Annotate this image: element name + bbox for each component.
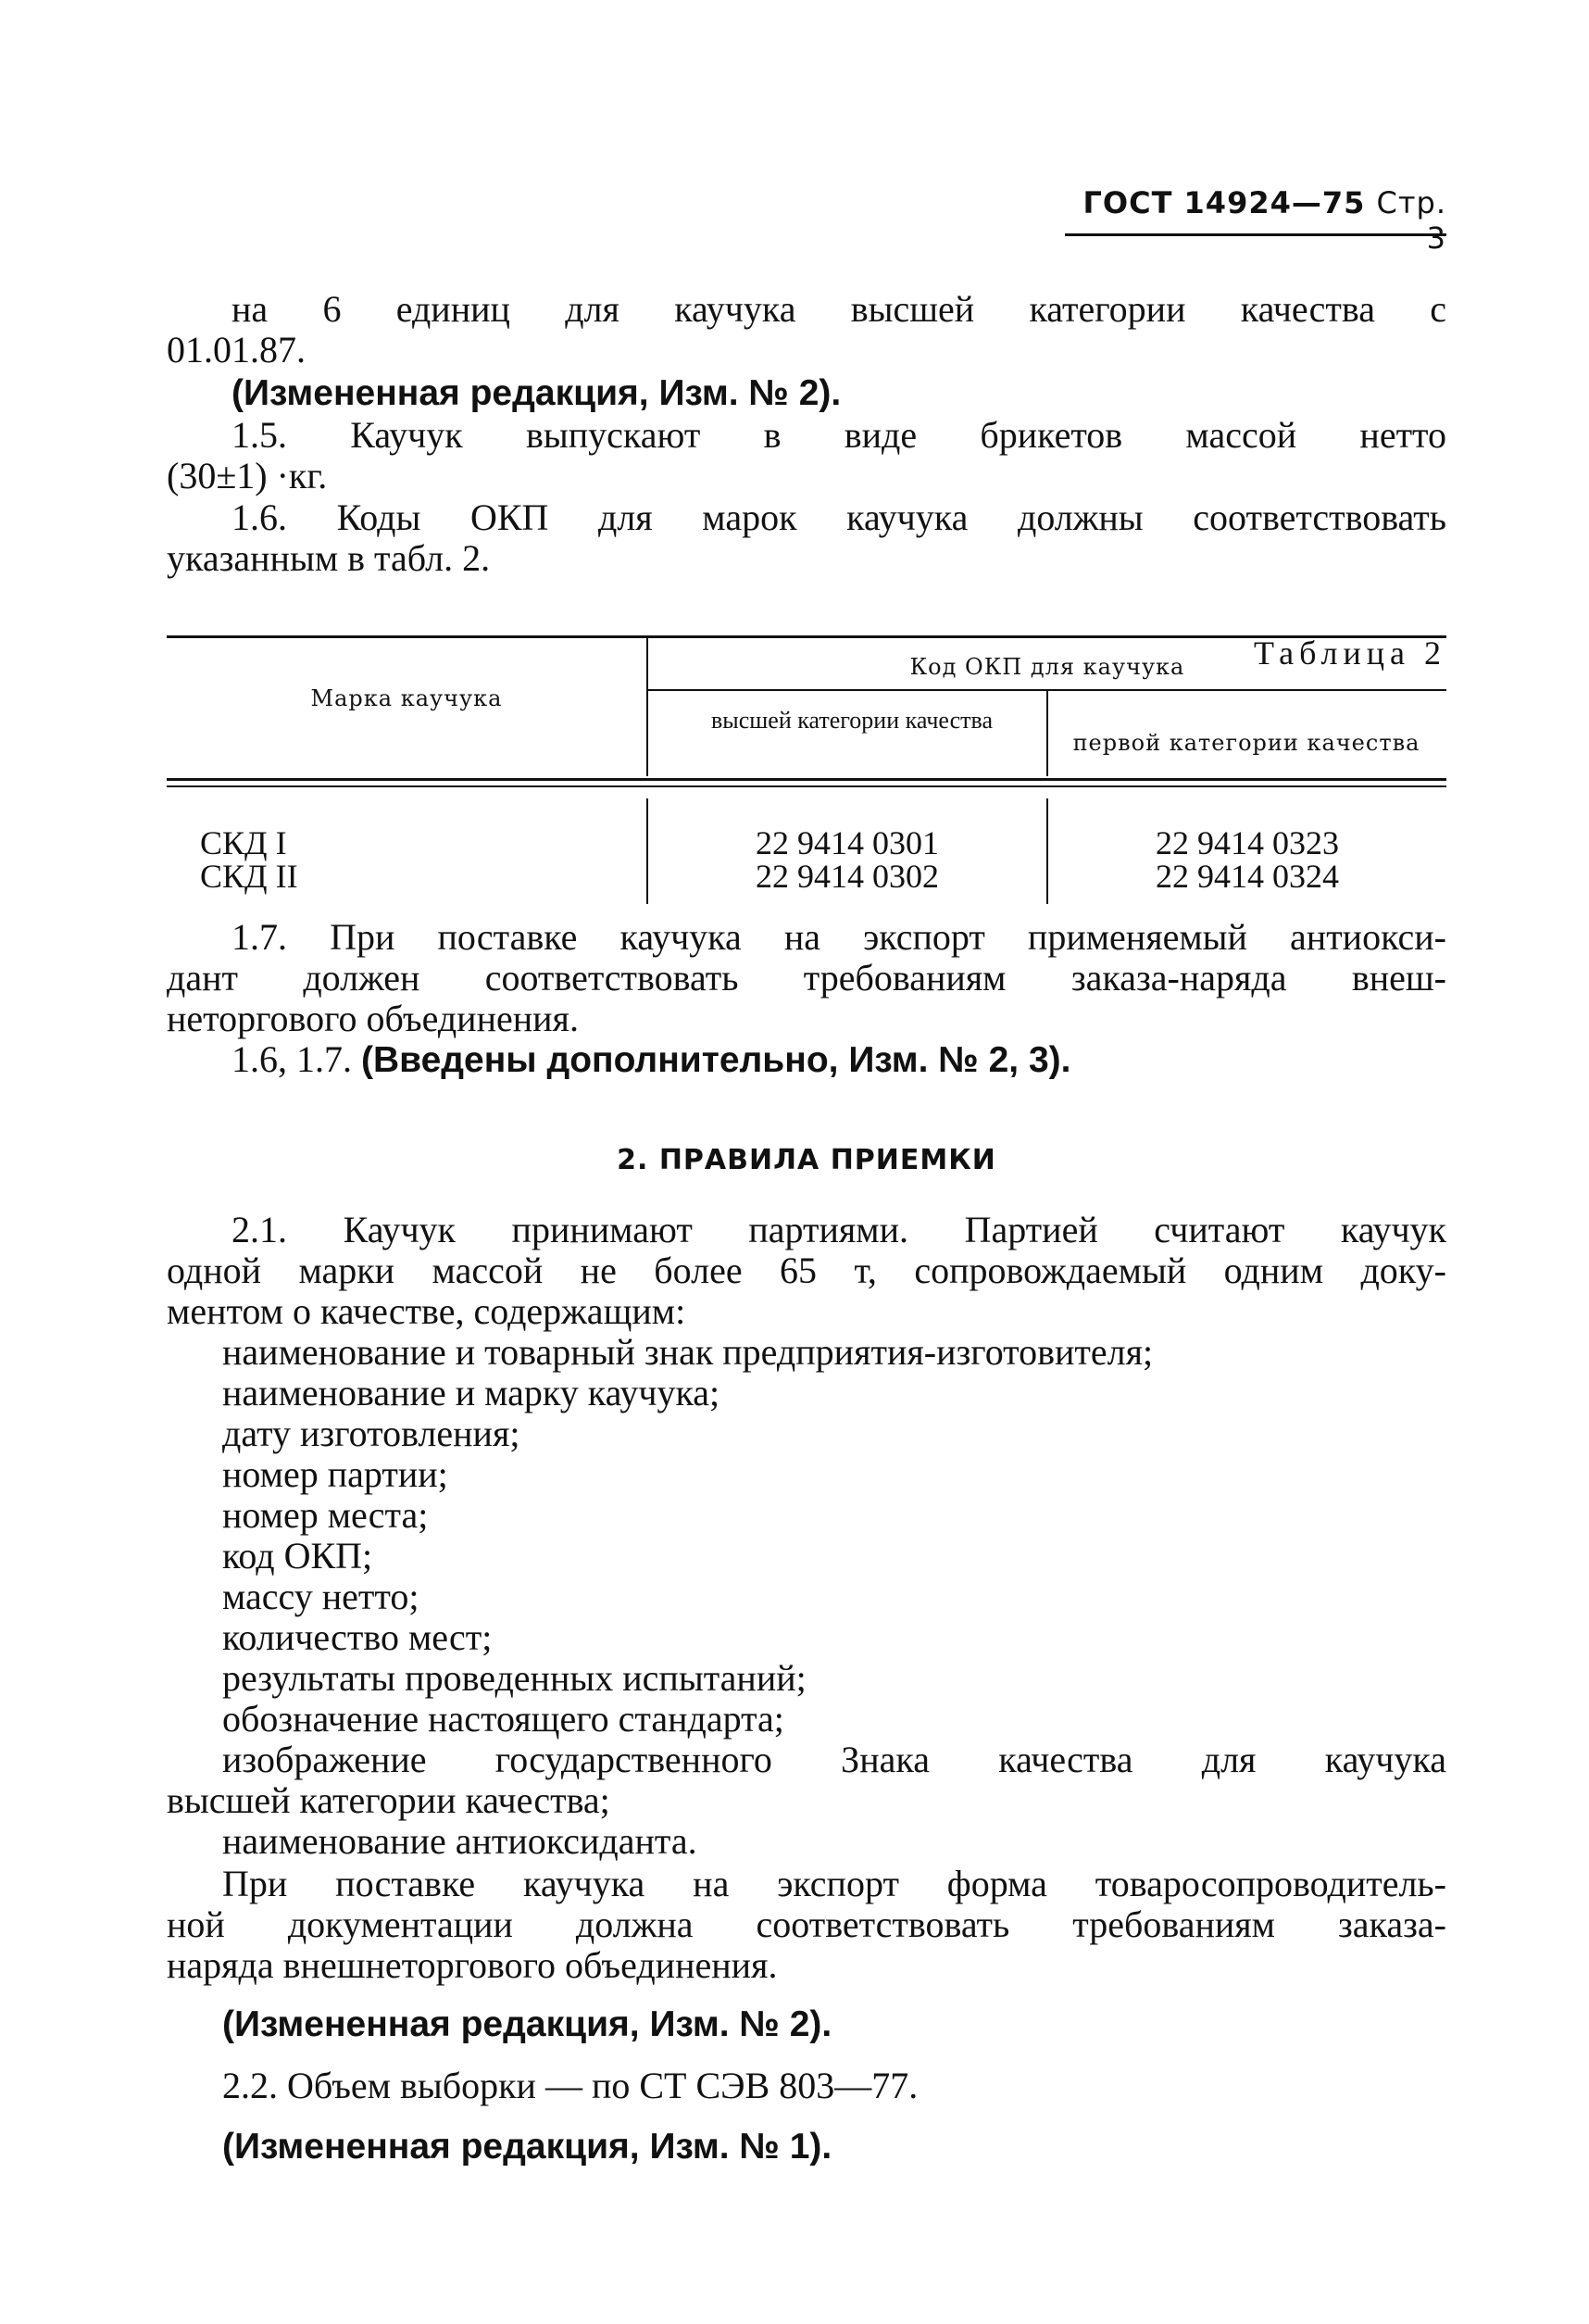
para-2-1-line-1: 2.1. Каучук принимают партиями. Партией считают каучук — [231, 1209, 1446, 1250]
list-item: наименование и товарный знак предприятия-изготовителя; — [222, 1331, 1154, 1373]
export-para-line-3: наряда внешнеторгового объединения. — [167, 1944, 778, 1986]
para-1-7-line-3: неторгового объединения. — [167, 998, 579, 1039]
amendment-note-introduced — [231, 1039, 1511, 1081]
list-item: код ОКП; — [222, 1535, 373, 1577]
export-para-line-1: При поставке каучука на экспорт форма товаросопроводитель- — [222, 1863, 1446, 1904]
list-item: дату изготовления; — [222, 1413, 520, 1454]
list-item: номер партии; — [222, 1453, 448, 1495]
amendment-note: (Измененная редакция, Изм. № 2). — [231, 373, 842, 413]
note-prefix: 1.6, 1.7. — [231, 1038, 361, 1080]
cell-high-1: 22 9414 0301 — [756, 824, 939, 861]
note-bold: (Введены дополнительно, Изм. № 2, 3). — [361, 1040, 1071, 1080]
list-item: количество мест; — [222, 1616, 493, 1658]
list-item: наименование антиоксиданта. — [222, 1820, 697, 1862]
table-top-rule — [167, 635, 1446, 638]
list-item: наименование и марку каучука; — [222, 1372, 720, 1413]
col-header-group: Код ОКП для каучука — [909, 654, 1185, 680]
list-item: результаты проведенных испытаний; — [222, 1657, 807, 1699]
page-header — [1065, 185, 1446, 256]
cell-grade-2: СКД II — [200, 858, 298, 895]
para-1-4-line-1: на 6 единиц для каучука высшей категории качества с — [231, 288, 1446, 330]
list-item: массу нетто; — [222, 1576, 419, 1617]
para-1-7-line-2: дант должен соответствовать требованиям заказа-наряда внеш- — [167, 957, 1446, 999]
export-para-line-2: ной документации должна соответствовать требованиям заказа- — [167, 1903, 1446, 1945]
list-item: номер места; — [222, 1494, 429, 1536]
cell-grade-1: СКД I — [200, 824, 287, 861]
cell-high-2: 22 9414 0302 — [756, 858, 939, 895]
para-2-1-line-2: одной марки массой не более 65 т, сопровождаемый одним доку- — [167, 1250, 1446, 1291]
amendment-note: (Измененная редакция, Изм. № 2). — [222, 2004, 832, 2044]
list-item: изображение государственного Знака качества для каучука — [222, 1739, 1446, 1780]
list-item: обозначение настоящего стандарта; — [222, 1698, 784, 1740]
para-1-5-line-1: 1.5. Каучук выпускают в виде брикетов массой нетто — [231, 414, 1446, 456]
page-number: Стр. 3 — [1376, 185, 1446, 256]
col-header-highest: высшей категории качества — [711, 707, 993, 734]
section-heading: 2. ПРАВИЛА ПРИЕМКИ — [617, 1144, 996, 1176]
table-header-rule-double — [167, 785, 1446, 787]
header-rule — [1065, 233, 1446, 236]
cell-first-2: 22 9414 0324 — [1156, 858, 1339, 895]
table-caption: Таблица 2 — [1254, 634, 1446, 672]
para-1-6-line-1: 1.6. Коды ОКП для марок каучука должны соответствовать — [231, 496, 1446, 538]
cell-first-1: 22 9414 0323 — [1156, 824, 1339, 861]
para-1-7-line-1: 1.7. При поставке каучука на экспорт применяемый антиокси- — [231, 916, 1446, 958]
col-header-grade: Марка каучука — [310, 685, 503, 711]
col-header-first: первой категории качества — [1072, 730, 1420, 756]
okp-code-table — [167, 635, 1446, 904]
para-1-5-line-2: (30±1) ·кг. — [167, 455, 328, 496]
table-header-rule — [167, 778, 1446, 781]
para-1-4-line-2: 01.01.87. — [167, 329, 306, 371]
para-2-2: 2.2. Объем выборки — по СТ СЭВ 803—77. — [222, 2065, 919, 2106]
standard-number: ГОСТ 14924—75 — [1082, 185, 1366, 220]
list-item: высшей категории качества; — [167, 1779, 610, 1821]
para-1-6-line-2: указанным в табл. 2. — [167, 537, 491, 579]
amendment-note: (Измененная редакция, Изм. № 1). — [222, 2127, 832, 2167]
para-2-1-line-3: ментом о качестве, содержащим: — [167, 1290, 686, 1332]
